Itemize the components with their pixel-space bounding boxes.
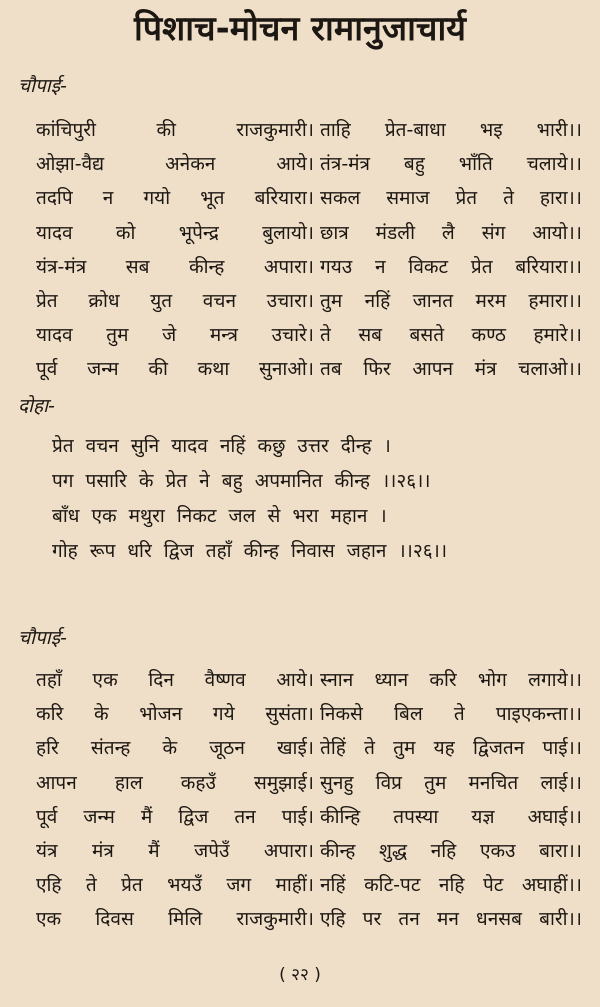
verse-line <box>36 182 582 214</box>
verse-line <box>36 767 582 799</box>
verse-second-half: तंत्र-मंत्र बहु भाँति चलाये।। <box>320 153 582 176</box>
verse-second-half: निकसे बिल ते पाइएकन्ता।। <box>320 703 582 726</box>
page-number: ( २२ ) <box>279 965 321 985</box>
verse-first-half: पूर्व जन्म मैं द्विज तन पाई। <box>36 805 314 828</box>
verse-second-half: एहि पर तन मन धनसब बारी।। <box>320 908 582 931</box>
verse-first-half: करि के भोजन गये सुसंता। <box>36 703 314 726</box>
verse-second-half: ताहि प्रेत-बाधा भइ भारी।। <box>320 119 582 141</box>
verse-first-half: पूर्व जन्म की कथा सुनाओ। <box>36 358 314 381</box>
verse-line <box>36 251 582 283</box>
verse-second-half: कीन्हि तपस्या यज्ञ अघाई।। <box>320 805 582 828</box>
verse-first-half: कांचिपुरी की राजकुमारी। <box>36 119 314 141</box>
verse-second-half: स्नान ध्यान करि भोग लगाये।। <box>320 669 582 691</box>
verse-first-half: तदपि न गयो भूत बरियारा। <box>36 187 314 210</box>
verse-first-half: यंत्र मंत्र मैं जपेउँ अपारा। <box>36 840 314 862</box>
verse-second-half: तेहिं ते तुम यह द्विजतन पाई।। <box>320 737 582 760</box>
verse-line <box>36 869 582 901</box>
verse-first-half: प्रेत क्रोध युत वचन उचारा। <box>36 290 314 312</box>
doha-line: गोह रूप धरि द्विज तहाँ कीन्ह निवास जहान ।।२६।। <box>52 540 448 562</box>
verse-first-half: यादव तुम जे मन्त्र उचारे। <box>36 324 314 347</box>
verse-first-half: एहि ते प्रेत भयउँ जग माहीं। <box>36 874 314 897</box>
verse-first-half: हरि संतन्ह के जूठन खाई। <box>36 737 314 760</box>
verse-line <box>36 664 582 696</box>
verse-line <box>36 353 582 385</box>
verse-first-half: यादव को भूपेन्द्र बुलायो। <box>36 221 314 244</box>
verse-second-half: छात्र मंडली लै संग आयो।। <box>320 221 582 244</box>
verse-second-half: कीन्ह शुद्ध नहि एकउ बारा।। <box>320 840 582 862</box>
verse-second-half: सुनहु विप्र तुम मनचित लाई।। <box>320 771 582 794</box>
verse-line <box>36 732 582 764</box>
verse-first-half: तहाँ एक दिन वैष्णव आये। <box>36 669 314 691</box>
verse-second-half: नहिं कटि-पट नहि पेट अघाहीं।। <box>320 874 582 897</box>
verse-first-half: यंत्र-मंत्र सब कीन्ह अपारा। <box>36 255 314 278</box>
doha-line: बाँध एक मथुरा निकट जल से भरा महान । <box>52 505 387 527</box>
verse-line <box>36 698 582 730</box>
verse-line <box>36 801 582 833</box>
verse-second-half: सकल समाज प्रेत ते हारा।। <box>320 187 582 210</box>
verse-line <box>36 903 582 935</box>
verse-line <box>36 114 582 146</box>
page-title: पिशाच-मोचन रामानुजाचार्य <box>133 9 467 49</box>
section-label-chaupai: चौपाई- <box>18 627 67 649</box>
section-label-doha: दोहा- <box>18 395 55 417</box>
verse-second-half: तब फिर आपन मंत्र चलाओ।। <box>320 358 582 381</box>
verse-second-half: तुम नहिं जानत मरम हमारा।। <box>320 290 582 312</box>
verse-first-half: आपन हाल कहउँ समुझाई। <box>36 771 314 794</box>
verse-line <box>36 148 582 180</box>
verse-line <box>36 285 582 317</box>
verse-line <box>36 835 582 867</box>
verse-second-half: गयउ न विकट प्रेत बरियारा।। <box>320 255 582 278</box>
verse-first-half: ओझा-वैद्य अनेकन आये। <box>36 153 314 176</box>
section-label-chaupai: चौपाई- <box>18 75 67 97</box>
verse-line <box>36 319 582 351</box>
doha-line: पग पसारि के प्रेत ने बहु अपमानित कीन्ह ।।२६।। <box>52 470 431 492</box>
doha-line: प्रेत वचन सुनि यादव नहिं कछु उत्तर दीन्ह । <box>52 435 391 457</box>
verse-second-half: ते सब बसते कण्ठ हमारे।। <box>320 324 582 347</box>
verse-first-half: एक दिवस मिलि राजकुमारी। <box>36 908 314 931</box>
verse-line <box>36 217 582 249</box>
